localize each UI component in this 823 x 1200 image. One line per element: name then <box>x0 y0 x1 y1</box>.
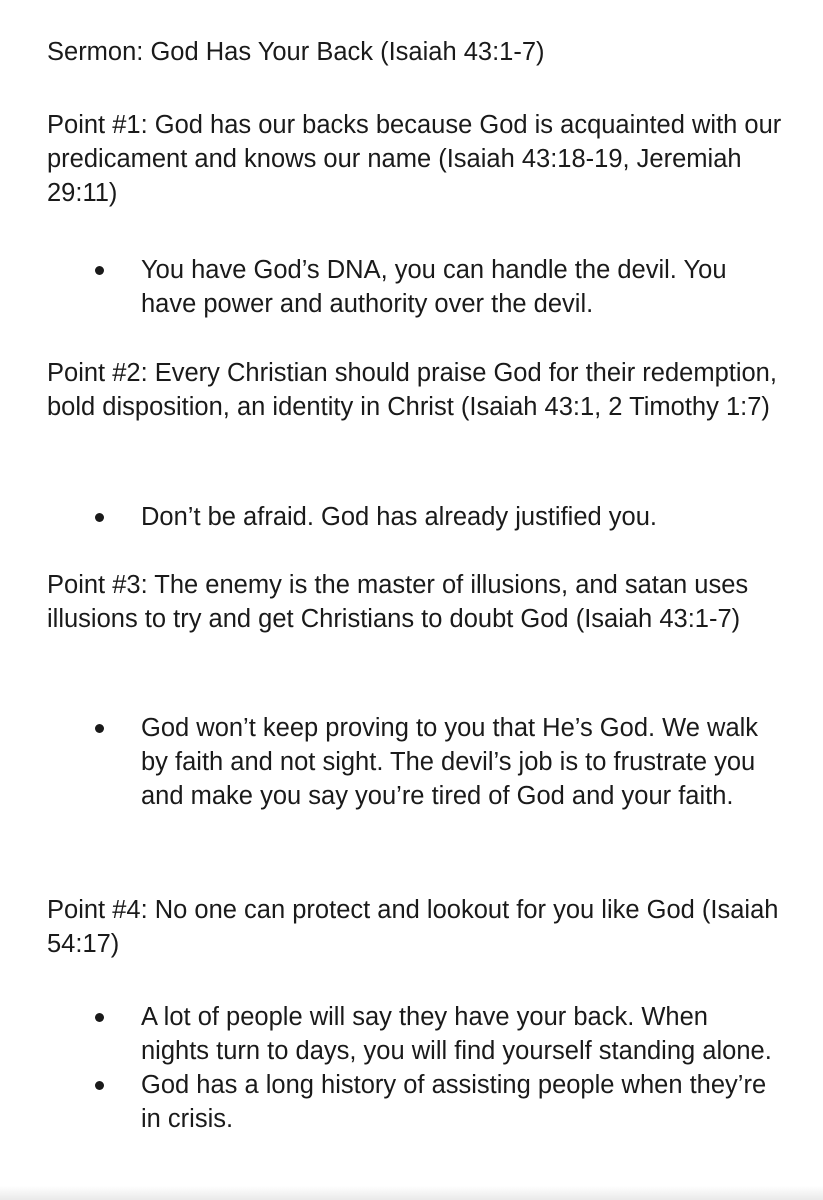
bullet-text: God has a long history of assisting people when they’re in crisis. <box>141 1071 767 1133</box>
bullet-text: God won’t keep proving to you that He’s God. We walk by faith and not sight. The devil’s job is to frustrate you and make you say you’re tired of God and your faith. <box>141 714 759 810</box>
bullet-icon <box>95 266 104 275</box>
page-bottom-edge <box>0 1186 823 1200</box>
list-item <box>0 711 823 813</box>
bullet-text: You have God’s DNA, you can handle the devil. You have power and authority over the devil. <box>141 256 727 318</box>
point-4: Point #4: No one can protect and lookout for you like God (Isaiah 54:17) <box>47 896 779 958</box>
point-1-bullet-list <box>0 253 823 321</box>
list-item <box>0 253 823 321</box>
point-3: Point #3: The enemy is the master of illusions, and satan uses illusions to try and get Christians to doubt God (Isaiah 43:1-7) <box>47 571 749 633</box>
point-3-bullet-list <box>0 711 823 813</box>
point-4-bullet-list <box>0 1000 823 1136</box>
point-2: Point #2: Every Christian should praise God for their redemption, bold disposition, an identity in Christ (Isaiah 43:1, 2 Timothy 1:7) <box>47 359 777 421</box>
list-item <box>0 1068 823 1136</box>
bullet-text: Don’t be afraid. God has already justified you. <box>141 503 657 531</box>
point-2-bullet-list <box>0 500 823 534</box>
sermon-title: Sermon: God Has Your Back (Isaiah 43:1-7) <box>47 38 545 66</box>
point-1: Point #1: God has our backs because God is acquainted with our predicament and knows our name (Isaiah 43:18-19, Jeremiah 29:11) <box>47 111 782 207</box>
bullet-icon <box>95 513 104 522</box>
list-item <box>0 1000 823 1068</box>
bullet-icon <box>95 1013 104 1022</box>
bullet-text: A lot of people will say they have your back. When nights turn to days, you will find yourself standing alone. <box>141 1003 772 1065</box>
bullet-icon <box>95 724 104 733</box>
list-item <box>0 500 823 534</box>
bullet-icon <box>95 1081 104 1090</box>
